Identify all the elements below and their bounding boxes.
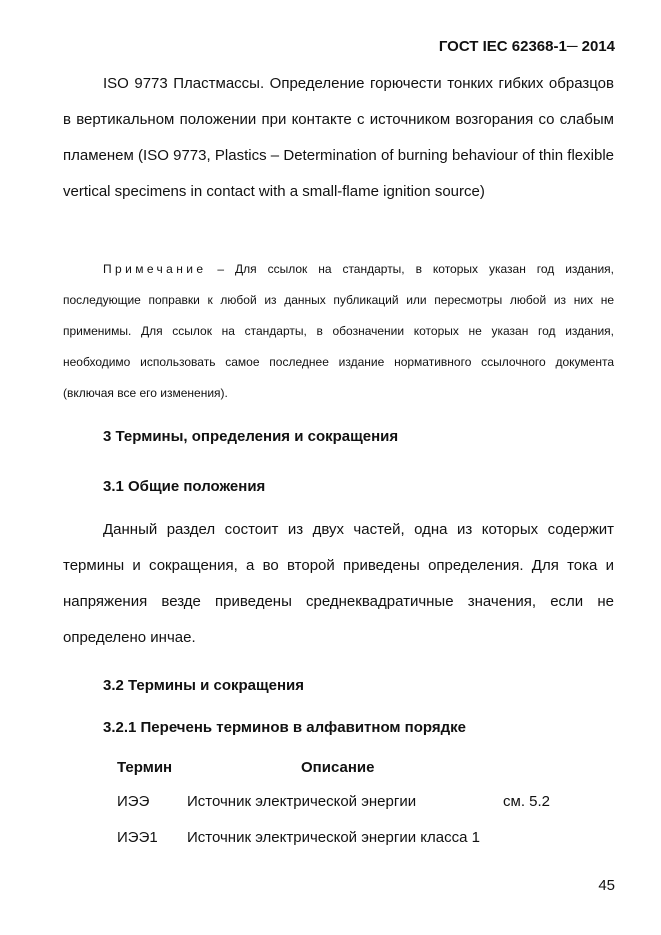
note-label: Примечание xyxy=(103,262,207,276)
section-3-2-1-heading: 3.2.1 Перечень терминов в алфавитном порядке xyxy=(103,719,466,736)
note-paragraph xyxy=(63,254,614,409)
table-header-term: Термин xyxy=(117,759,173,776)
page-number: 45 xyxy=(598,877,615,894)
table-row-2-term: ИЭЭ1 xyxy=(117,829,158,846)
document-header: ГОСТ IEC 62368-1─ 2014 xyxy=(438,38,615,55)
table-row-1-reference: см. 5.2 xyxy=(503,793,550,810)
table-header-description: Описание xyxy=(301,759,375,776)
section-3-1-heading: 3.1 Общие положения xyxy=(103,478,266,495)
section-3-2-heading: 3.2 Термины и сокращения xyxy=(103,677,305,694)
reference-paragraph: ISO 9773 Пластмассы. Определение горючести тонких гибких образцов в вертикальном положении при контакте с источником возгорания со слабым пламенем (ISO 9773, Plastics – Determination of burning behaviour of thin flexible vertical specimens in contact with a small-flame ignition source) xyxy=(63,75,614,200)
section-3-heading: 3 Термины, определения и сокращения xyxy=(103,428,399,445)
table-row-1-term: ИЭЭ xyxy=(117,793,150,810)
table-row-2-description: Источник электрической энергии класса 1 xyxy=(187,829,480,846)
note-text: – Для ссылок на стандарты, в которых указан год издания, последующие поправки к любой из данных публикаций или пересмотры любой из них не применимы. Для ссылок на стандарты, в обозначении которых не указан год издания, необходимо использовать самое последнее издание нормативного ссылочного документа (включая все его изменения). xyxy=(63,262,614,400)
section-3-1-paragraph: Данный раздел состоит из двух частей, одна из которых содержит термины и сокращения, а во второй приведены определения. Для тока и напряжения везде приведены среднеквадратичные значения, если не определено инчае. xyxy=(63,521,614,646)
table-row-1-description: Источник электрической энергии xyxy=(187,793,417,810)
